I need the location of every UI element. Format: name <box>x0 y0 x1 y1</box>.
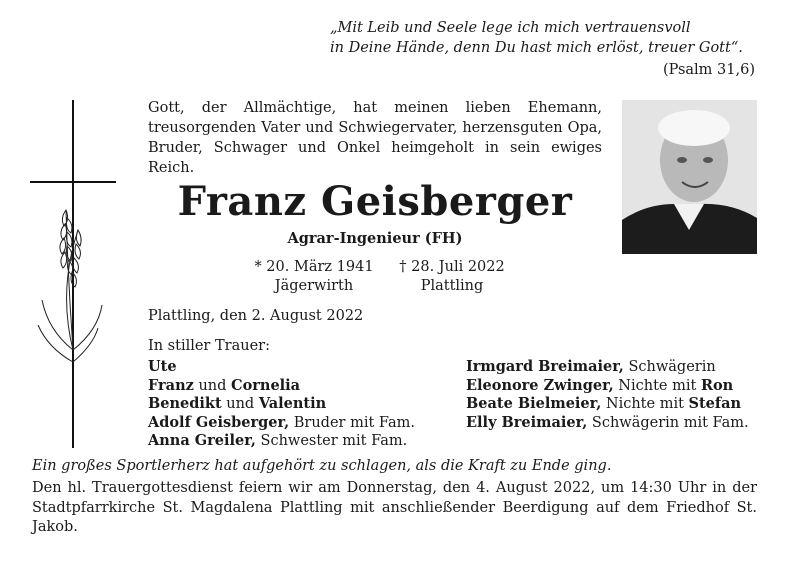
mourner-entry: Beate Bielmeier, Nichte mit Stefan <box>466 395 742 412</box>
portrait-photo <box>622 100 757 254</box>
birth-date: * 20. März 1941 <box>254 259 374 275</box>
funeral-service-text: Den hl. Trauergottesdienst feiern wir am Donnerstag, den 4. August 2022, um 14:30 Uhr in der Stadtpfarrkirche St. Magdalena Plattling mit anschließender Beerdigung auf dem Friedhof St. Jakob. <box>32 480 757 535</box>
quote-line-2: in Deine Hände, denn Du hast mich erlöst, treuer Gott“. <box>330 40 743 56</box>
deceased-name: Franz Geisberger <box>177 178 573 225</box>
deceased-title: Agrar-Ingenieur (FH) <box>287 230 463 247</box>
death-info <box>382 258 522 296</box>
cross-with-wheat-icon <box>28 100 128 450</box>
mourner-entry: Ute <box>148 358 177 375</box>
death-place: Plattling <box>420 278 484 294</box>
mourner-entry: Franz und Cornelia <box>148 376 301 394</box>
birth-info <box>244 258 384 296</box>
mourner-entry: Irmgard Breimaier, Schwägerin <box>466 358 716 375</box>
sport-line: Ein großes Sportlerherz hat aufgehört zu schlagen, als die Kraft zu Ende ging. <box>32 458 612 474</box>
mourners-right <box>466 358 749 432</box>
mourner-entry: Eleonore Zwinger, Nichte mit Ron <box>466 376 734 394</box>
mourning-heading: In stiller Trauer: <box>148 338 270 354</box>
mourner-entry: Benedikt und Valentin <box>148 395 327 412</box>
mourner-entry: Anna Greiler, Schwester mit Fam. <box>148 432 408 449</box>
mourner-entry: Adolf Geisberger, Bruder mit Fam. <box>148 413 415 431</box>
quote-line-1: „Mit Leib und Seele lege ich mich vertrauensvoll <box>330 20 691 36</box>
bible-quote <box>330 18 755 80</box>
mourner-entry: Elly Breimaier, Schwägerin mit Fam. <box>466 413 749 431</box>
place-date: Plattling, den 2. August 2022 <box>148 308 364 324</box>
mourners-left <box>148 358 415 451</box>
death-date: † 28. Juli 2022 <box>399 259 505 275</box>
birth-place: Jägerwirth <box>274 278 354 294</box>
intro-text: Gott, der Allmächtige, hat meinen lieben Ehemann, treusorgenden Vater und Schwiegervater, herzensguten Opa, Bruder, Schwager und Onkel heimgeholt in sein ewiges Reich. <box>148 100 602 176</box>
quote-reference: (Psalm 31,6) <box>662 62 755 78</box>
